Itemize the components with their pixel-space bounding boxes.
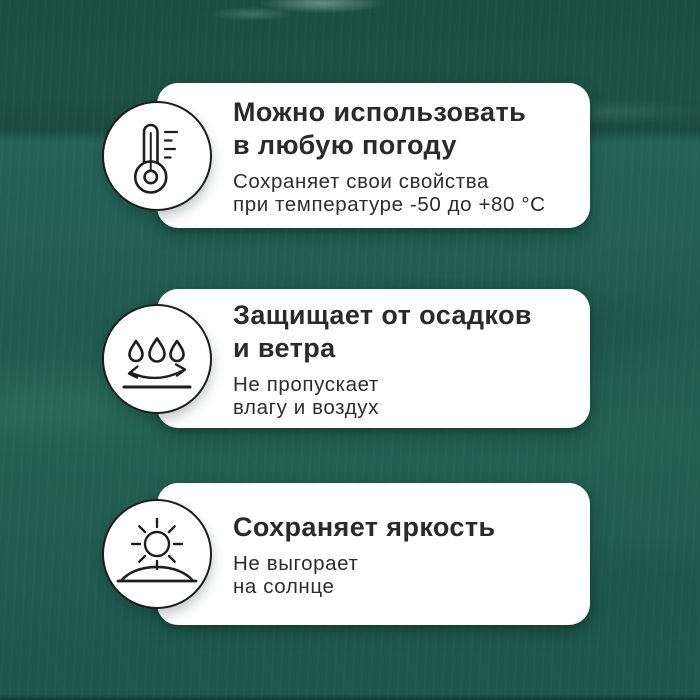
- subtitle-line: влагу и воздух: [233, 395, 379, 419]
- sun-fade-icon: [107, 504, 207, 604]
- card-subtitle: [233, 373, 576, 419]
- card-title: [233, 299, 576, 365]
- title-line: Можно использовать: [233, 96, 527, 127]
- title-line: в любую погоду: [233, 129, 457, 160]
- icon-circle: [102, 304, 212, 414]
- title-line: Сохраняет яркость: [233, 511, 496, 542]
- subtitle-line: Не пропускает: [233, 372, 379, 396]
- card-subtitle: [233, 552, 576, 598]
- feature-card-weather: [157, 83, 590, 228]
- feature-card-sun: [157, 483, 590, 625]
- title-line: и ветра: [233, 332, 336, 363]
- subtitle-line: на солнце: [233, 574, 335, 598]
- icon-circle: [102, 499, 212, 609]
- subtitle-line: при температуре -50 до +80 °C: [233, 192, 546, 216]
- feature-card-rain-wind: [157, 289, 590, 428]
- card-subtitle: [233, 170, 576, 216]
- raindrops-wind-icon: [107, 309, 207, 409]
- subtitle-line: Не выгорает: [233, 551, 359, 575]
- thermometer-icon: [107, 106, 207, 206]
- card-title: [233, 96, 576, 162]
- icon-circle: [102, 101, 212, 211]
- title-line: Защищает от осадков: [233, 299, 532, 330]
- subtitle-line: Сохраняет свои свойства: [233, 169, 489, 193]
- card-title: [233, 511, 576, 544]
